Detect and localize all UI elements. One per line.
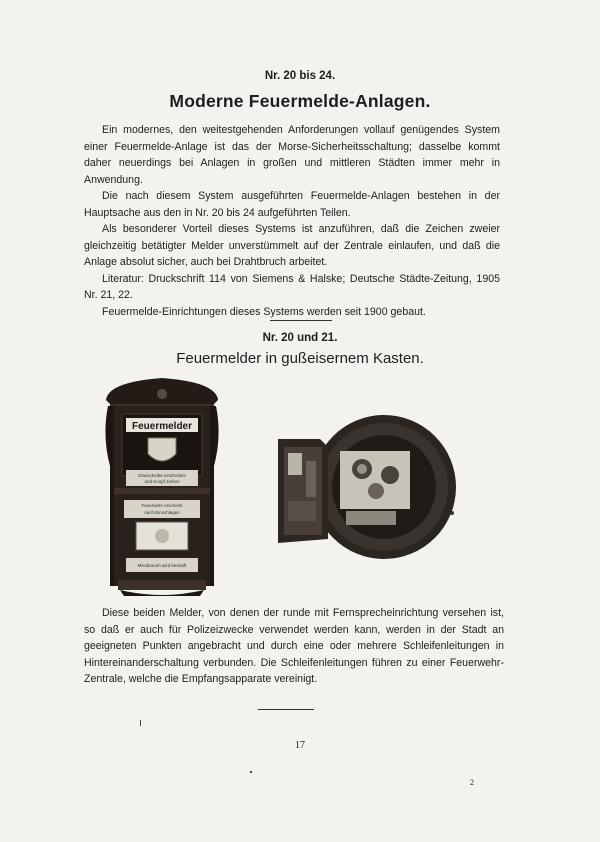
intro-paragraph: Als besonderer Vorteil dieses Systems ist anzuführen, daß die Zeichen zweier gleichzeitig betätigter Melder unverstümmelt auf der Zentrale einlaufen, und daß die Anlage absolut sicher, auch bei Drahtbruch arbeitet. — [84, 223, 500, 268]
subsection-title: Feuermelder in gußeisernem Kasten. — [176, 350, 424, 367]
plate-text: nach Einschlagen — [144, 510, 180, 515]
scan-mark — [140, 720, 141, 726]
intro-paragraph: Ein modernes, den weitestgehenden Anforderungen vollauf genügendes System einer Feuermelde-Anlage ist das der Morse-Sicherheitsschaltung; dasselbe kommt daher neuerdings bei Anlagen in großen und mittleren Städten immer mehr in Anwendung. — [84, 124, 500, 186]
plate-text: Feuerwehr erscheint — [141, 503, 183, 508]
round-fire-alarm-illustration — [266, 403, 462, 569]
sheet-mark: 2 — [470, 778, 474, 787]
subsection-label: Nr. 20 und 21. — [262, 332, 338, 344]
divider — [258, 709, 314, 710]
plate-text: Glasscheibe eindrücken — [137, 473, 187, 478]
intro-paragraph: Die nach diesem System ausgeführten Feuermelde-Anlagen bestehen in der Hauptsache aus den in Nr. 20 bis 24 aufgeführten Teilen. — [84, 190, 500, 219]
intro-text — [84, 122, 500, 320]
page-number: 17 — [295, 740, 305, 751]
closing-text — [84, 605, 504, 688]
intro-paragraph: Feuermelde-Einrichtungen dieses Systems werden seit 1900 gebaut. — [102, 305, 426, 318]
divider — [270, 320, 332, 321]
intro-paragraph: Literatur: Druckschrift 114 von Siemens & Halske; Deutsche Städte-Zeitung, 1905 Nr. 21, 22. — [84, 272, 500, 301]
plate-text: und Knopf ziehen — [144, 479, 180, 484]
closing-paragraph: Diese beiden Melder, von denen der runde mit Fernsprecheinrichtung versehen ist, so daß er auch für Polizeizwecke verwendet werden kann, werden in der Stadt an geeigneten Punkten angebracht und durch eine oder mehrere Schleifenleitungen in Hintereinanderschaltung verbunden. Die Schleifenleitungen führen zu einer Feuerwehr-Zentrale, welche die Empfangsapparate vereinigt. — [84, 607, 504, 685]
sign-text: Feuermelder — [131, 421, 193, 432]
wall-fire-alarm-illustration — [100, 376, 224, 598]
page-title: Moderne Feuermelde-Anlagen. — [169, 91, 431, 111]
plate-text: Missbrauch wird bestraft — [137, 563, 187, 568]
scan-mark — [250, 771, 252, 773]
section-label: Nr. 20 bis 24. — [264, 70, 336, 82]
